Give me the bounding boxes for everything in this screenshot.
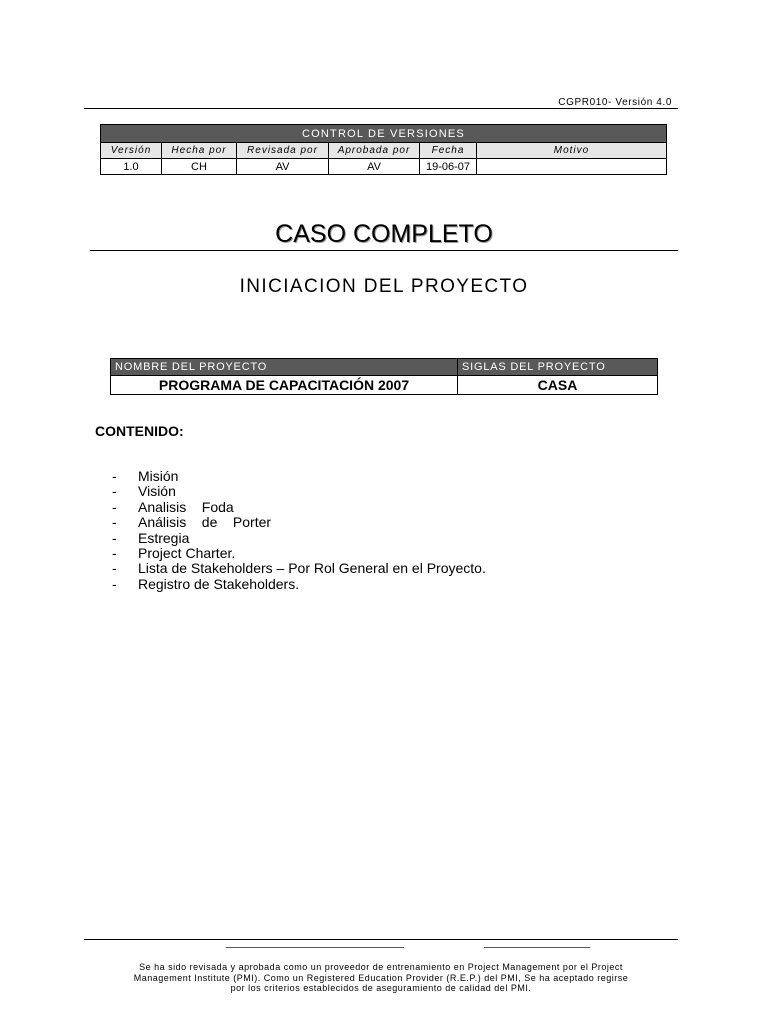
column-header: Revisada por (237, 143, 329, 159)
project-acronym: CASA (458, 376, 658, 395)
table-cell: 19-06-07 (420, 159, 477, 175)
footer-link-underline[interactable] (226, 947, 404, 948)
column-header: Versión (101, 143, 162, 159)
contents-label: CONTENIDO: (95, 423, 184, 439)
footer-line: por los criterios establecidos de aseguramiento de calidad del PMI. (230, 983, 532, 993)
list-item-text: Estregia (138, 529, 190, 546)
project-name: PROGRAMA DE CAPACITACIÓN 2007 (111, 376, 458, 395)
list-item-text: Analisis Foda (138, 498, 234, 515)
table-cell: AV (329, 159, 420, 175)
version-control-table (100, 124, 667, 175)
footer-text (84, 962, 678, 994)
list-item: - Misión (112, 468, 179, 484)
footer-line: Se ha sido revisada y aprobada como un proveedor de entrenamiento en Project Management por el Project (139, 962, 623, 972)
list-item: - Lista de Stakeholders – Por Rol General en el Proyecto. (112, 560, 486, 577)
footer-line: Management Institute (PMI). Como un Registered Education Provider (R.E.P.) del PMI, Se ha aceptado regirse (133, 972, 629, 983)
table-cell: AV (237, 159, 329, 175)
document-subtitle: INICIACION DEL PROYECTO (239, 276, 529, 297)
contents-list (112, 469, 486, 592)
project-acronym-header: SIGLAS DEL PROYECTO (458, 359, 658, 376)
table-row (101, 159, 667, 175)
table-cell (477, 159, 667, 175)
list-item: - Project Charter. (112, 545, 236, 562)
header-divider (84, 108, 678, 109)
list-item: - Análisis de Porter (112, 514, 272, 531)
column-header: Motivo (477, 143, 667, 159)
list-item: - Estregia (112, 529, 190, 546)
table-cell: 1.0 (101, 159, 162, 175)
column-header: Aprobada por (329, 143, 420, 159)
column-header: Fecha (420, 143, 477, 159)
list-item: - Visión (112, 483, 176, 500)
list-item-text: Registro de Stakeholders. (138, 575, 300, 592)
column-header: Hecha por (162, 143, 237, 159)
footer-link-underline[interactable] (484, 947, 590, 948)
version-control-header-row (101, 143, 667, 159)
title-divider (90, 250, 678, 251)
list-item-text: Visión (138, 483, 176, 500)
table-cell: CH (162, 159, 237, 175)
list-item: - Registro de Stakeholders. (112, 575, 300, 592)
document-code: CGPR010- Versión 4.0 (558, 97, 672, 108)
document-title: CASO COMPLETO (275, 220, 493, 248)
list-item-text: Misión (138, 468, 179, 484)
list-item-text: Project Charter. (138, 545, 236, 562)
list-item-text: Lista de Stakeholders – Por Rol General en el Proyecto. (138, 560, 486, 577)
footer-divider (84, 939, 678, 940)
version-control-title: CONTROL DE VERSIONES (101, 125, 667, 143)
project-name-header: NOMBRE DEL PROYECTO (111, 359, 458, 376)
list-item: - Analisis Foda (112, 498, 234, 515)
list-item-text: Análisis de Porter (138, 514, 272, 531)
project-table (110, 358, 658, 395)
